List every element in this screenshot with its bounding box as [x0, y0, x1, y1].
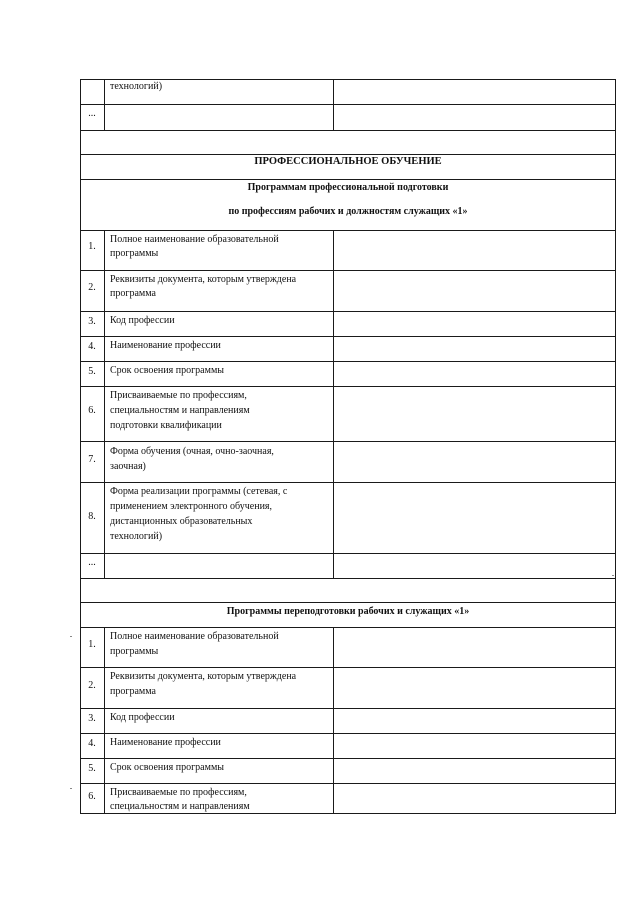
- row-label: Присваиваемые по профессиям,: [110, 390, 247, 401]
- rule: [80, 441, 616, 442]
- row-label: заочная): [110, 461, 146, 472]
- rule: [333, 627, 334, 813]
- rule: [80, 230, 616, 231]
- ellipsis-cell: ...: [88, 108, 96, 119]
- rule: [104, 79, 105, 130]
- row-label: Полное наименование образовательной: [110, 631, 279, 642]
- row-number: 7.: [88, 454, 96, 465]
- row-number: 1.: [88, 241, 96, 252]
- row-label: специальностям и направлениям: [110, 405, 250, 416]
- row-label: Срок освоения программы: [110, 365, 224, 376]
- row-number: 1.: [88, 639, 96, 650]
- rule: [80, 758, 616, 759]
- row-label: программа: [110, 686, 156, 697]
- row-label: Реквизиты документа, которым утверждена: [110, 274, 297, 285]
- rule: [80, 154, 616, 155]
- row-label: Код профессии: [110, 315, 175, 326]
- rule: [80, 733, 616, 734]
- row-number: 6.: [88, 791, 96, 802]
- rule: [333, 79, 334, 130]
- row-label: технологий): [110, 531, 163, 542]
- rule: [104, 230, 105, 578]
- scan-speck: [70, 788, 72, 789]
- row-label: Форма обучения (очная, очно-заочная,: [110, 446, 274, 457]
- rule: [80, 482, 616, 483]
- row-label: программы: [110, 248, 159, 259]
- rule: [80, 130, 616, 131]
- rule: [80, 783, 616, 784]
- rule: [80, 602, 616, 603]
- row-number: 2.: [88, 680, 96, 691]
- row-label: Наименование профессии: [110, 340, 221, 351]
- rule: [80, 553, 616, 554]
- rule: [80, 627, 616, 628]
- row-number: 6.: [88, 405, 96, 416]
- row-number: 3.: [88, 713, 96, 724]
- rule: [80, 708, 616, 709]
- row-label: Срок освоения программы: [110, 762, 224, 773]
- row-label: программа: [110, 288, 156, 299]
- scan-speck: [70, 636, 72, 637]
- rule: [104, 627, 105, 813]
- row-label: Форма реализации программы (сетевая, с: [110, 486, 288, 497]
- rule: [80, 667, 616, 668]
- block2-title: Программы переподготовки рабочих и служащих «1»: [226, 606, 470, 617]
- rule: [80, 104, 616, 105]
- block1-title-line1: Программам профессиональной подготовки: [247, 182, 449, 193]
- rule: [80, 578, 616, 579]
- ellipsis-cell: ...: [88, 557, 96, 568]
- row-label: дистанционных образовательных: [110, 516, 253, 527]
- row-number: 4.: [88, 738, 96, 749]
- section-title: ПРОФЕССИОНАЛЬНОЕ ОБУЧЕНИЕ: [254, 156, 442, 167]
- block1-title-line2: по профессиям рабочих и должностям служащих «1»: [228, 206, 468, 217]
- rule: [80, 361, 616, 362]
- row-label: программы: [110, 646, 159, 657]
- rule: [80, 386, 616, 387]
- cell-text: технологий): [110, 81, 163, 92]
- row-number: 8.: [88, 511, 96, 522]
- rule: [80, 311, 616, 312]
- row-label: Присваиваемые по профессиям,: [110, 787, 247, 798]
- row-label: применением электронного обучения,: [110, 501, 273, 512]
- row-label: Реквизиты документа, которым утверждена: [110, 671, 297, 682]
- row-number: 4.: [88, 341, 96, 352]
- row-number: 3.: [88, 316, 96, 327]
- row-label: Полное наименование образовательной: [110, 234, 279, 245]
- scan-speck: [612, 575, 614, 576]
- row-number: 5.: [88, 366, 96, 377]
- rule: [80, 179, 616, 180]
- row-label: Наименование профессии: [110, 737, 221, 748]
- row-label: Код профессии: [110, 712, 175, 723]
- row-label: специальностям и направлениям: [110, 801, 250, 812]
- rule: [333, 230, 334, 578]
- row-label: подготовки квалификации: [110, 420, 222, 431]
- row-number: 5.: [88, 763, 96, 774]
- row-number: 2.: [88, 282, 96, 293]
- rule: [80, 270, 616, 271]
- rule: [80, 336, 616, 337]
